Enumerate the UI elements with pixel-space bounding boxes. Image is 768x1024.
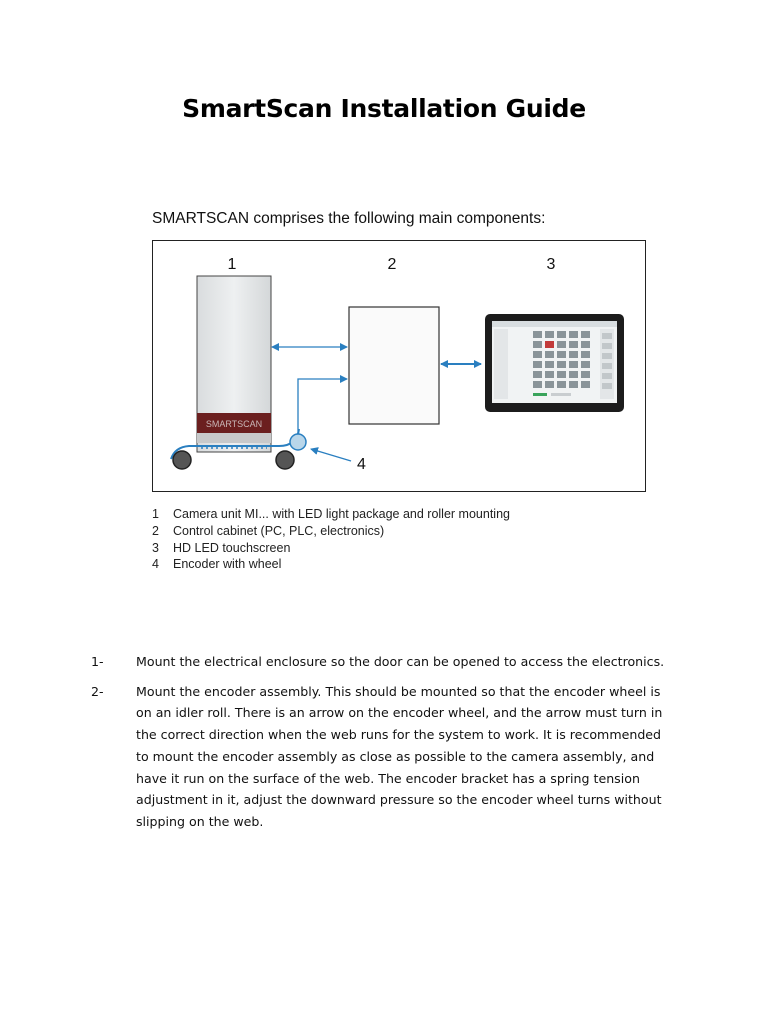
camera-brand-label: SMARTSCAN xyxy=(205,419,263,429)
step-number: 1- xyxy=(91,654,104,669)
legend-number: 4 xyxy=(152,557,159,572)
left-roller xyxy=(173,451,191,469)
encoder-callout-arrow xyxy=(311,449,351,461)
components-diagram-svg xyxy=(153,241,647,493)
hd-led-touchscreen xyxy=(485,314,624,412)
legend-text: Control cabinet (PC, PLC, electronics) xyxy=(173,523,385,538)
legend-number: 3 xyxy=(152,540,159,555)
legend-text: Camera unit MI... with LED light package and roller mounting xyxy=(173,507,510,521)
legend-item xyxy=(152,556,510,573)
right-roller xyxy=(276,451,294,469)
legend-item xyxy=(152,523,510,540)
components-diagram xyxy=(152,240,646,492)
step-item xyxy=(91,681,681,833)
step-item xyxy=(91,651,681,673)
callout-2: 2 xyxy=(387,256,397,273)
legend-text: Encoder with wheel xyxy=(173,557,282,572)
encoder-wheel xyxy=(290,434,306,450)
callout-3: 3 xyxy=(546,256,556,273)
step-text: Mount the electrical enclosure so the door can be opened to access the electronics. xyxy=(136,654,665,669)
control-cabinet xyxy=(349,307,439,424)
figure-intro: SMARTSCAN comprises the following main components: xyxy=(152,210,546,227)
legend-text: HD LED touchscreen xyxy=(173,540,291,555)
installation-steps xyxy=(91,651,681,841)
page-title: SmartScan Installation Guide xyxy=(182,94,586,123)
legend-number: 1 xyxy=(152,507,159,521)
camera-unit xyxy=(197,276,271,452)
callout-4: 4 xyxy=(357,456,366,473)
legend-number: 2 xyxy=(152,523,159,538)
legend-item xyxy=(152,506,510,523)
encoder-cabinet-link xyxy=(298,379,347,434)
legend-item xyxy=(152,540,510,557)
step-text: Mount the encoder assembly. This should be mounted so that the encoder wheel is on an idler roll. There is an arrow on the encoder wheel, and the arrow must turn in the correct direction when the web runs for the system to work. It is recommended to mount the encoder assembly as close as possible to the camera assembly, and have it run on the surface of the web. The encoder bracket has a spring tension adjustment in it, adjust the downward pressure so the encoder wheel turns without slipping on the web. xyxy=(136,683,663,829)
figure-legend xyxy=(152,506,510,573)
step-number: 2- xyxy=(91,683,104,699)
callout-1: 1 xyxy=(227,256,237,273)
